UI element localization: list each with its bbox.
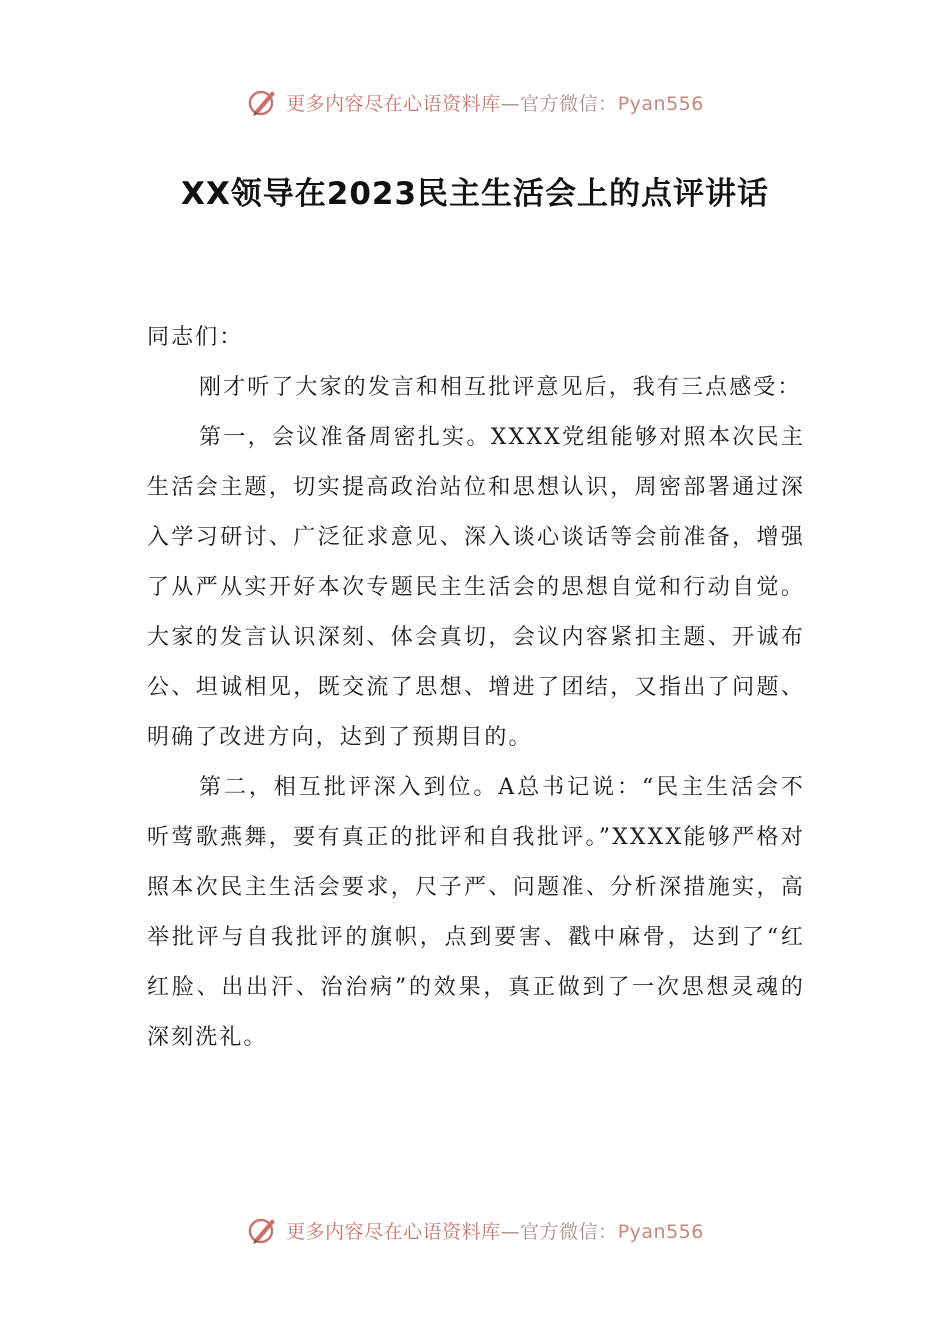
watermark-text [286,1217,704,1244]
watermark-handle: Pyan556 [617,1220,704,1243]
watermark-text [286,89,704,116]
watermark-brand: 更多内容尽在心语资料库 [286,1220,501,1243]
pen-logo-icon [246,1213,280,1247]
watermark-brand: 更多内容尽在心语资料库 [286,92,501,115]
watermark-official-label: —官方微信： [500,1220,618,1243]
footer-watermark [0,1210,950,1250]
paragraph-second-point: 第二，相互批评深入到位。A总书记说：“民主生活会不听莺歌燕舞，要有真正的批评和自我批评。”XXXX能够严格对照本次民主生活会要求，尺子严、问题准、分析深措施实，高举批评与自我批评的旗帜，点到要害、戳中麻骨，达到了“红红脸、出出汗、治治病”的效果，真正做到了一次思想灵魂的深刻洗礼。 [147,775,805,1050]
document-title: XX领导在2023民主生活会上的点评讲话 [180,176,770,212]
salutation: 同志们： [147,325,244,350]
paragraph-intro: 刚才听了大家的发言和相互批评意见后，我有三点感受： [199,375,802,400]
document-body [147,313,805,1063]
watermark-official-label: —官方微信： [500,92,618,115]
header-watermark [0,82,950,122]
paragraph-first-point: 第一，会议准备周密扎实。XXXX党组能够对照本次民主生活会主题，切实提高政治站位和思想认识，周密部署通过深入学习研讨、广泛征求意见、深入谈心谈话等会前准备，增强了从严从实开好本次专题民主生活会的思想自觉和行动自觉。大家的发言认识深刻、体会真切，会议内容紧扣主题、开诚布公、坦诚相见，既交流了思想、增进了团结，又指出了问题、明确了改进方向，达到了预期目的。 [147,425,805,750]
pen-logo-icon [246,85,280,119]
watermark-handle: Pyan556 [617,92,704,115]
